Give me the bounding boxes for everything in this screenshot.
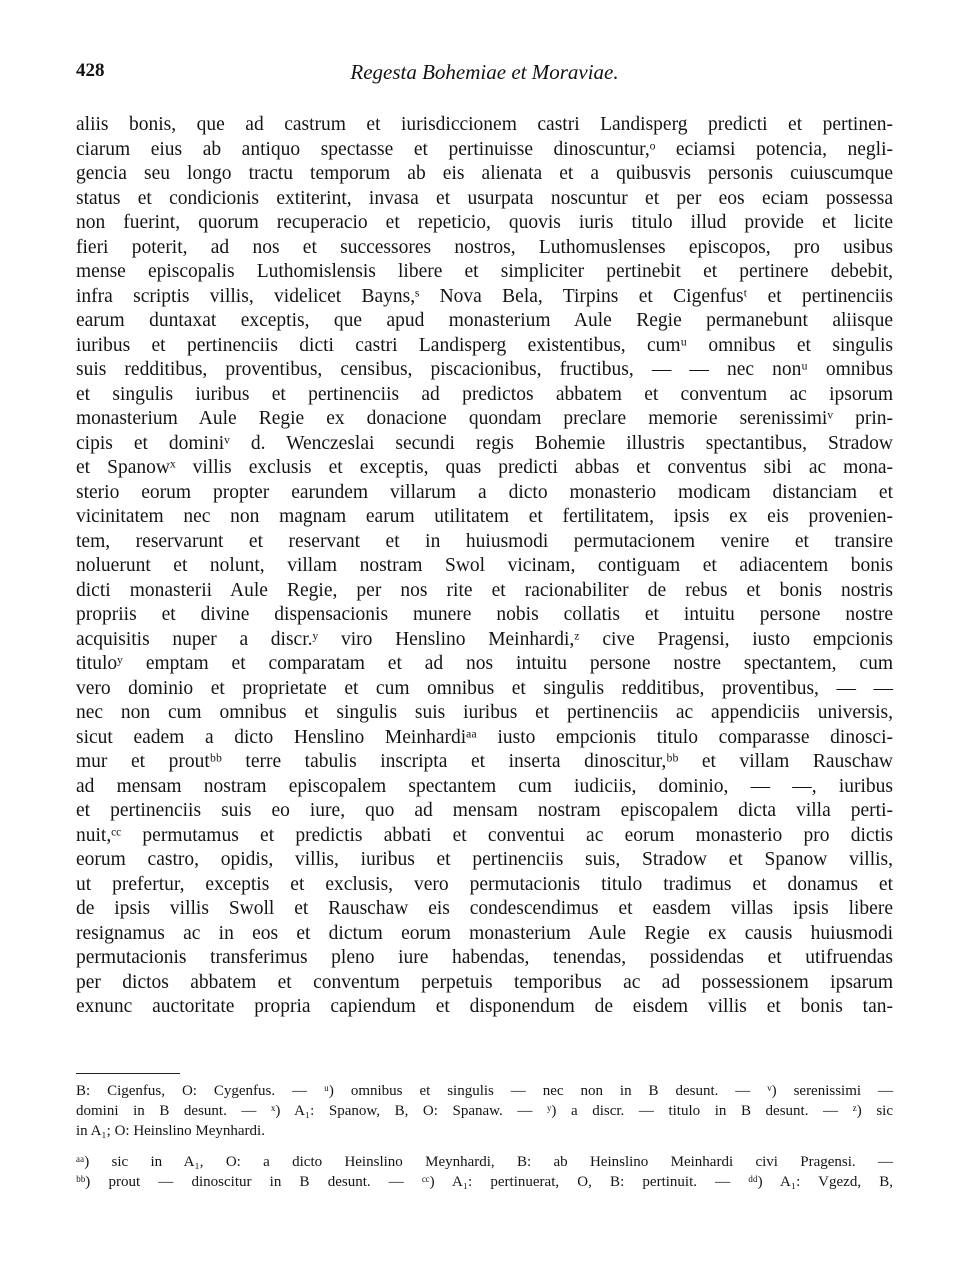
text-line: gencia seu longo tractu temporum ab eis alienata et a quibusvis personis cuiuscumque: [76, 163, 893, 184]
main-text: [76, 113, 893, 1044]
text-line: de ipsis villis Swoll et Rauschaw eis condescendimus et easdem villas ipsis libere: [76, 898, 893, 919]
text-line: mur et proutᵇᵇ terre tabulis inscripta et inserta dinoscitur,ᵇᵇ et villam Rauschaw: [76, 751, 893, 772]
text-line: aliis bonis, que ad castrum et iurisdiccionem castri Landisperg predicti et pertinen-: [76, 114, 893, 135]
text-line: tituloʸ emptam et comparatam et ad nos intuitu persone nostre spectantem, cum: [76, 653, 893, 674]
text-line: status et condicionis extiterint, invasa et usurpata noscuntur et per eos eciam possessa: [76, 187, 893, 209]
footnote-gap: [76, 1141, 893, 1152]
text-line: per dictos abbatem et conventum perpetuis temporibus ac ad possessionem ipsarum: [76, 971, 893, 993]
text-line: sicut eadem a dicto Henslino Meinhardiᵃᵃ iusto empcionis titulo comparasse dinosci-: [76, 726, 893, 748]
text-line: iuribus et pertinenciis dicti castri Landisperg existentibus, cumᵘ omnibus et singulis: [76, 334, 893, 356]
text-line: eorum castro, opidis, villis, iuribus et pertinenciis suis, Stradow et Spanow villis,: [76, 849, 893, 870]
text-line: fieri poterit, ad nos et successores nostros, Luthomuslenses episcopos, pro usibus: [76, 236, 893, 258]
text-line: vero dominio et proprietate et cum omnibus et singulis redditibus, proventibus, — —: [76, 677, 893, 699]
text-line: mense episcopalis Luthomislensis libere et simpliciter pertinebit et pertinere debebit,: [76, 261, 893, 282]
text-line: tem, reservarunt et reservant et in huiusmodi permutacionem venire et transire: [76, 530, 893, 552]
text-line: nuit,ᶜᶜ permutamus et predictis abbati et conventui ac eorum monasterio pro dictis: [76, 824, 893, 846]
footnote-line: B: Cigenfus, O: Cygenfus. — ᵘ) omnibus et singulis — nec non in B desunt. — ᵛ) serenissimi —: [76, 1083, 893, 1099]
text-line: dicti monasterii Aule Regie, per nos rite et racionabiliter de rebus et bonis nostris: [76, 579, 893, 601]
text-line: propriis et divine dispensacionis munere nobis collatis et intuitu persone nostre: [76, 604, 893, 625]
text-line: et Spanowˣ villis exclusis et exceptis, quas predicti abbas et conventus sibi ac mona-: [76, 457, 893, 478]
text-line: permutacionis transferimus pleno iure habendas, tenendas, possidendas et utifruendas: [76, 947, 893, 968]
text-line: et singulis iuribus et pertinenciis ad predictos abbatem et conventum ac ipsorum: [76, 383, 893, 405]
text-line: ad mensam nostram episcopalem spectantem cum iudiciis, dominio, — —, iuribus: [76, 775, 893, 797]
text-line: [76, 1020, 893, 1045]
footnote-line: ᵃᵃ) sic in A₁, O: a dicto Heinslino Meynhardi, B: ab Heinslino Meinhardi civi Pragensi. —: [76, 1154, 893, 1170]
text-line: non fuerint, quorum recuperacio et repeticio, quovis iuris titulo illud provide et licite: [76, 212, 893, 233]
text-line: vicinitatem nec non magnam earum utilitatem et fertilitatem, ipsis ex eis provenien-: [76, 506, 893, 527]
footnote-line: in A₁; O: Heinslino Meynhardi.: [76, 1123, 265, 1139]
footnote-line: ᵇᵇ) prout — dinoscitur in B desunt. — ᶜᶜ) A₁: pertinuerat, O, B: pertinuit. — ᵈᵈ) A₁: Vgezd, B,: [76, 1174, 893, 1190]
text-line: infra scriptis villis, videlicet Bayns,ˢ Nova Bela, Tirpins et Cigenfusᵗ et pertinenciis: [76, 285, 893, 307]
text-line: suis redditibus, proventibus, censibus, piscacionibus, fructibus, — — nec nonᵘ omnibus: [76, 359, 893, 380]
page-number: 428: [76, 60, 105, 81]
footnote-line: domini in B desunt. — ˣ) A₁: Spanow, B, O: Spanaw. — ʸ) a discr. — titulo in B desunt. — ᶻ) sic: [76, 1103, 893, 1119]
text-line: exnunc auctoritate propria capiendum et disponendum de eisdem villis et bonis tan-: [76, 996, 893, 1017]
page-header: [76, 60, 893, 88]
footnote-rule: [76, 1073, 180, 1074]
text-line: ciarum eius ab antiquo spectasse et pertinuisse dinoscuntur,ᵒ eciamsi potencia, negli-: [76, 138, 893, 160]
text-line: monasterium Aule Regie ex donacione quondam preclare memorie serenissimiᵛ prin-: [76, 408, 893, 429]
text-line: resignamus ac in eos et dictum eorum monasterium Aule Regie ex causis huiusmodi: [76, 922, 893, 944]
text-line: ut prefertur, exceptis et exclusis, vero permutacionis titulo tradimus et donamus et: [76, 873, 893, 895]
text-line: nec non cum omnibus et singulis suis iuribus et pertinenciis ac appendiciis universis,: [76, 702, 893, 723]
text-line: sterio eorum propter earundem villarum a dicto monasterio modicam distanciam et: [76, 481, 893, 503]
text-line: noluerunt et nolunt, villam nostram Swol vicinam, contiguam et adiacentem bonis: [76, 555, 893, 576]
text-line: earum duntaxat exceptis, que apud monasterium Aule Regie permanebunt aliisque: [76, 310, 893, 331]
text-line: cipis et dominiᵛ d. Wenczeslai secundi regis Bohemie illustris spectantibus, Stradow: [76, 432, 893, 454]
running-title: Regesta Bohemiae et Moraviae.: [350, 60, 619, 84]
footnotes: [76, 1081, 893, 1192]
text-line: acquisitis nuper a discr.ʸ viro Henslino Meinhardi,ᶻ cive Pragensi, iusto empcionis: [76, 628, 893, 650]
text-line: et pertinenciis suis eo iure, quo ad mensam nostram episcopalem dicta villa perti-: [76, 800, 893, 821]
